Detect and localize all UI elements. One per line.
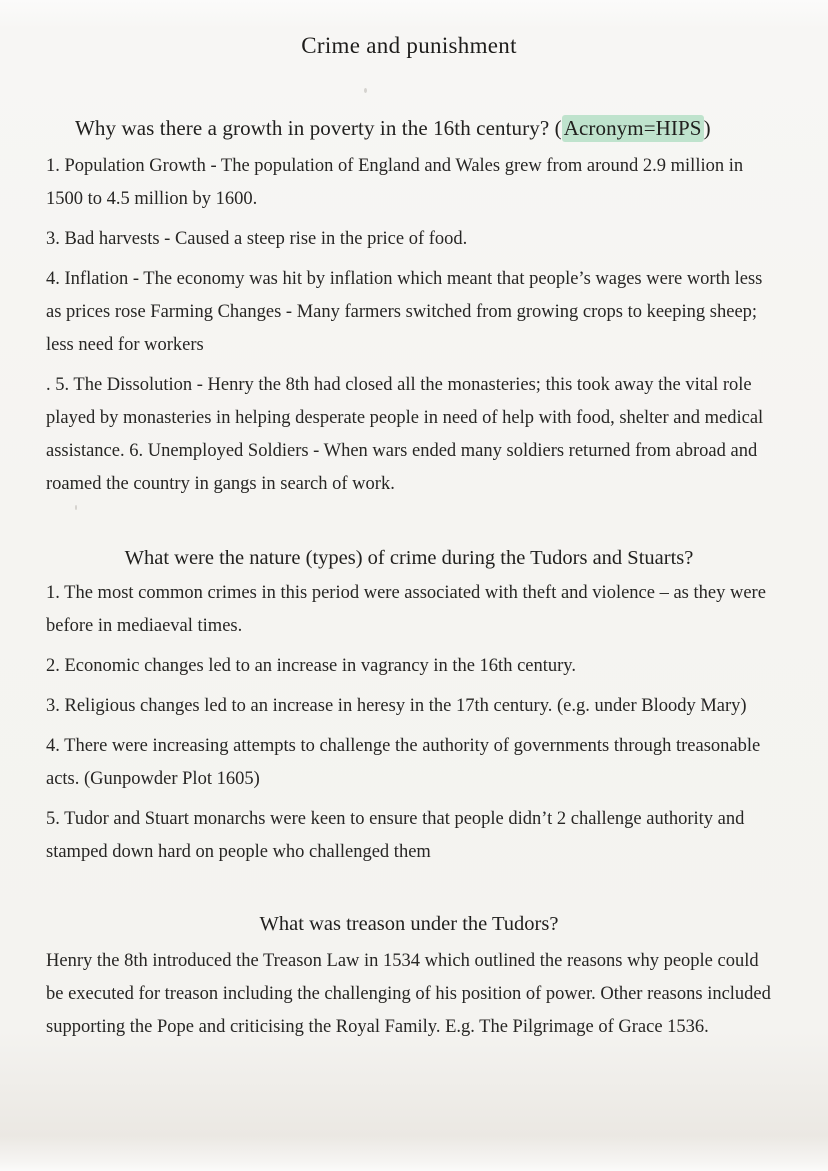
heading-text: ) [703, 116, 711, 140]
paragraph-economic-changes: 2. Economic changes led to an increase in vagrancy in the 16th century. [46, 656, 576, 676]
paragraph-challenge-authority: 4. There were increasing attempts to challenge the authority of governments through treasonable acts. (Gunpowder Plot 1605) [46, 736, 761, 789]
page-content [46, 0, 772, 1051]
page-title: Crime and punishment [301, 33, 517, 58]
heading-text: Why was there a growth in poverty in the 16th century? ( [75, 116, 562, 140]
section-heading-treason: What was treason under the Tudors? [259, 913, 559, 935]
paragraph-common-crimes: 1. The most common crimes in this period were associated with theft and violence – as they were before in mediaeval times. [46, 583, 766, 636]
paragraph-bad-harvests: 3. Bad harvests - Caused a steep rise in the price of food. [46, 229, 468, 249]
section-poverty-growth [46, 116, 772, 501]
paragraph-monarchs-stamped-down: 5. Tudor and Stuart monarchs were keen to ensure that people didn’t 2 challenge authority and stamped down hard on people who challenged them [46, 809, 745, 862]
section-treason [46, 913, 772, 1044]
section-heading-poverty [46, 116, 772, 141]
paragraph-treason-law: Henry the 8th introduced the Treason Law in 1534 which outlined the reasons why people could be executed for treason including the challenging of his position of power. Other reasons included supporting the Pope and criticising the Royal Family. E.g. The Pilgrimage of Grace 1536. [46, 951, 771, 1037]
acronym-highlight: Acronym=HIPS [563, 116, 702, 140]
paragraph-population-growth: 1. Population Growth - The population of England and Wales grew from around 2.9 million in 1500 to 4.5 million by 1600. [46, 156, 744, 209]
paragraph-inflation-farming: 4. Inflation - The economy was hit by inflation which meant that people’s wages were worth less as prices rose Farming Changes - Many farmers switched from growing crops to keeping sheep; less need for workers [46, 269, 763, 355]
section-nature-of-crime [46, 547, 772, 869]
paragraph-dissolution-soldiers: . 5. The Dissolution - Henry the 8th had closed all the monasteries; this took away the vital role played by monasteries in helping desperate people in need of help with food, shelter and medical assistance. 6. Unemployed Soldiers - When wars ended many soldiers returned from abroad and roamed the country in gangs in search of work. [46, 375, 764, 494]
paragraph-religious-changes: 3. Religious changes led to an increase in heresy in the 17th century. (e.g. under Bloody Mary) [46, 696, 747, 716]
section-heading-nature-of-crime: What were the nature (types) of crime during the Tudors and Stuarts? [124, 547, 694, 569]
